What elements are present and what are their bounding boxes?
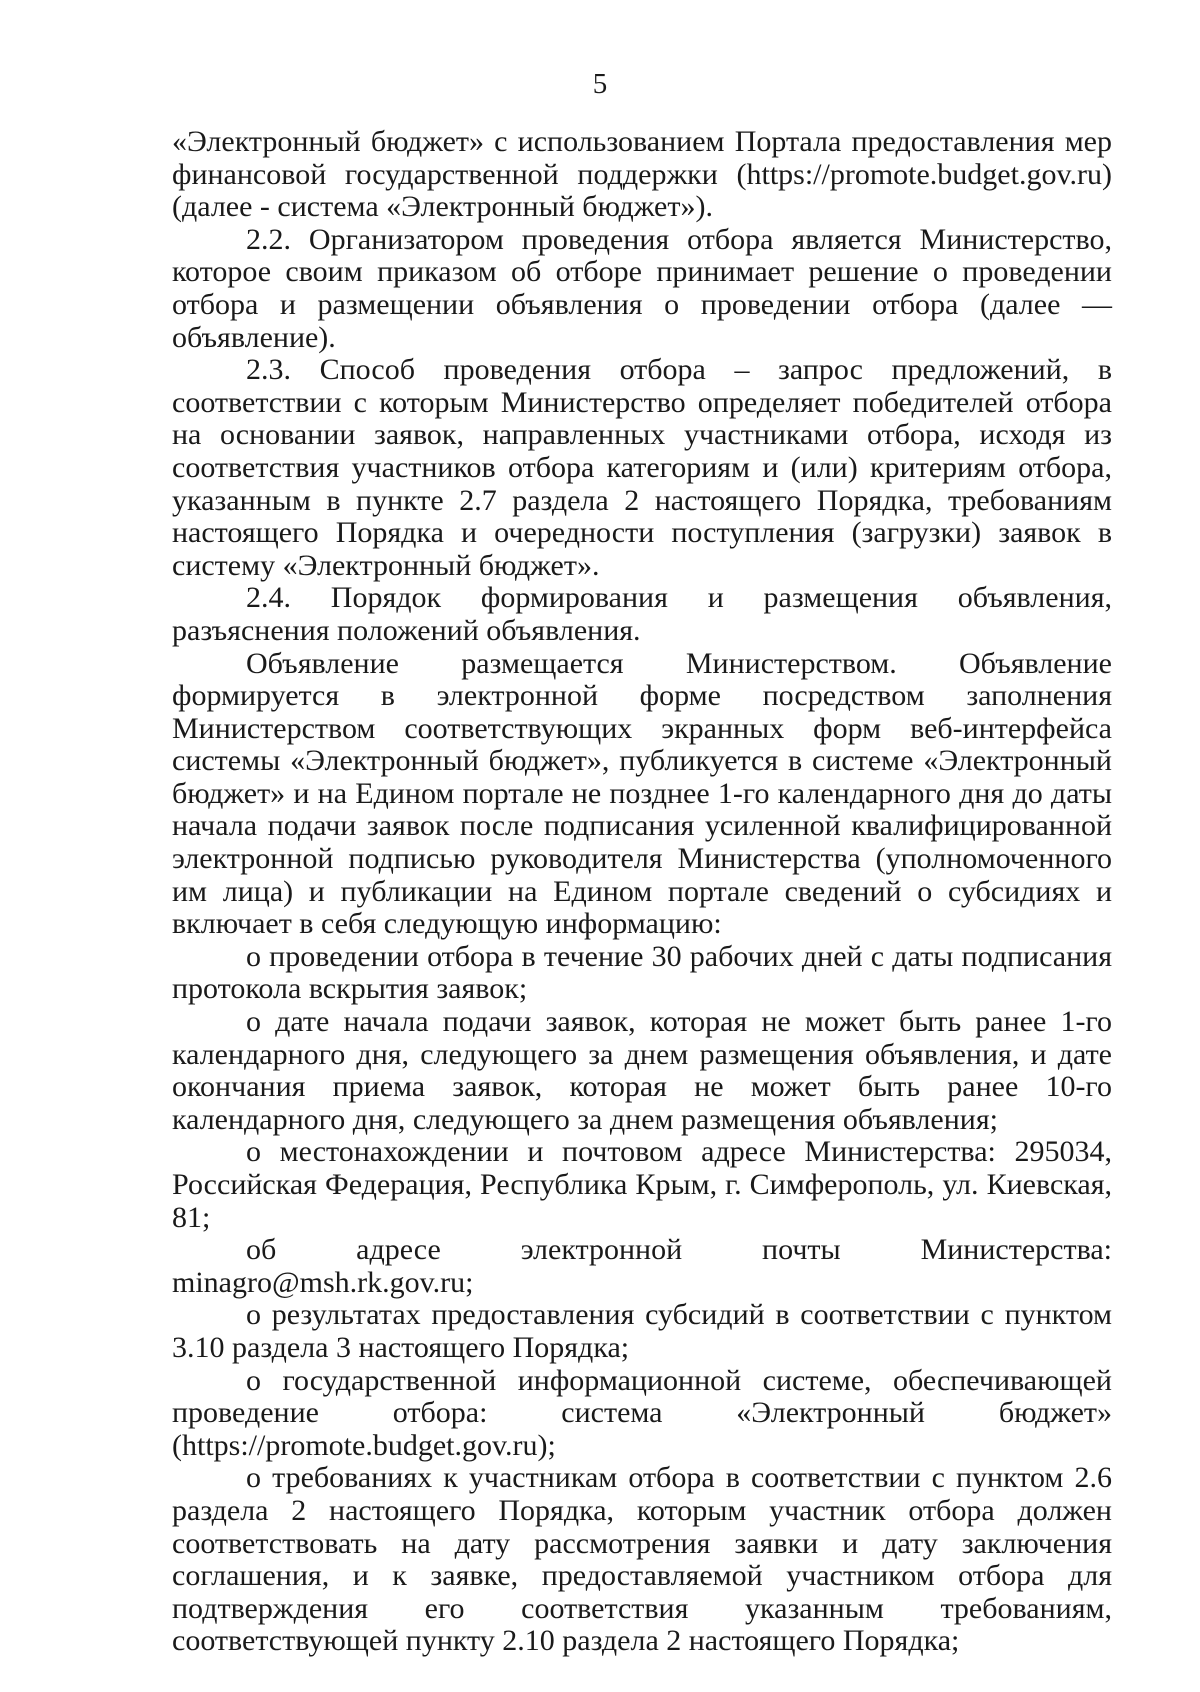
- list-item-selection-period: о проведении отбора в течение 30 рабочих дней с даты подписания протокола вскрытия заявок;: [172, 939, 1112, 1006]
- document-body: [172, 126, 1112, 1658]
- paragraph-2-4: 2.4. Порядок формирования и размещения объявления, разъяснения положений объявления.: [172, 581, 1112, 647]
- paragraph-continuation: «Электронный бюджет» с использованием Портала предоставления мер финансовой государственной поддержки (https://promote.budget.gov.ru) (далее - система «Электронный бюджет»).: [172, 125, 1112, 224]
- paragraph-2-3: 2.3. Способ проведения отбора – запрос предложений, в соответствии с которым Министерство определяет победителей отбора на основании заявок, направленных участниками отбора, исходя из соответствия участников отбора категориям и (или) критериям отбора, указанным в пункте 2.7 раздела 2 настоящего Порядка, требованиям настоящего Порядка и очередности поступления (загрузки) заявок в систему «Электронный бюджет».: [172, 353, 1112, 582]
- paragraph-2-2: 2.2. Организатором проведения отбора является Министерство, которое своим приказом об отборе принимает решение о проведении отбора и размещении объявления о проведении отбора (далее — объявление).: [172, 222, 1112, 354]
- paragraph-announcement: Объявление размещается Министерством. Объявление формируется в электронной форме посредством заполнения Министерством соответствующих экранных форм веб-интерфейса системы «Электронный бюджет», публикуется в системе «Электронный бюджет» и на Едином портале не позднее 1-го календарного дня до даты начала подачи заявок после подписания усиленной квалифицированной электронной подписью руководителя Министерства (уполномоченного им лица) и публикации на Едином портале сведений о субсидиях и включает в себя следующую информацию:: [172, 646, 1112, 941]
- list-item-application-dates: о дате начала подачи заявок, которая не может быть ранее 1-го календарного дня, следующего за днем размещения объявления, и дате окончания приема заявок, которая не может быть ранее 10-го календарного дня, следующего за днем размещения объявления;: [172, 1005, 1112, 1136]
- list-item-information-system: о государственной информационной системе, обеспечивающей проведение отбора: система «Электронный бюджет» (https://promote.budget.gov.ru);: [172, 1363, 1112, 1462]
- list-item-requirements: о требованиях к участникам отбора в соответствии с пунктом 2.6 раздела 2 настоящего Порядка, которым участник отбора должен соответствовать на дату рассмотрения заявки и дату заключения соглашения, и к заявке, предоставляемой участником отбора для подтверждения его соответствия указанным требованиям, соответствующей пункту 2.10 раздела 2 настоящего Порядка;: [172, 1461, 1112, 1658]
- list-item-address: о местонахождении и почтовом адресе Министерства: 295034, Российская Федерация, Республика Крым, г. Симферополь, ул. Киевская, 81;: [172, 1135, 1112, 1234]
- list-item-email: об адресе электронной почты Министерства: minagro@msh.rk.gov.ru;: [172, 1233, 1112, 1299]
- list-item-results: о результатах предоставления субсидий в соответствии с пунктом 3.10 раздела 3 настоящего Порядка;: [172, 1298, 1112, 1364]
- page-number: 5: [592, 68, 608, 100]
